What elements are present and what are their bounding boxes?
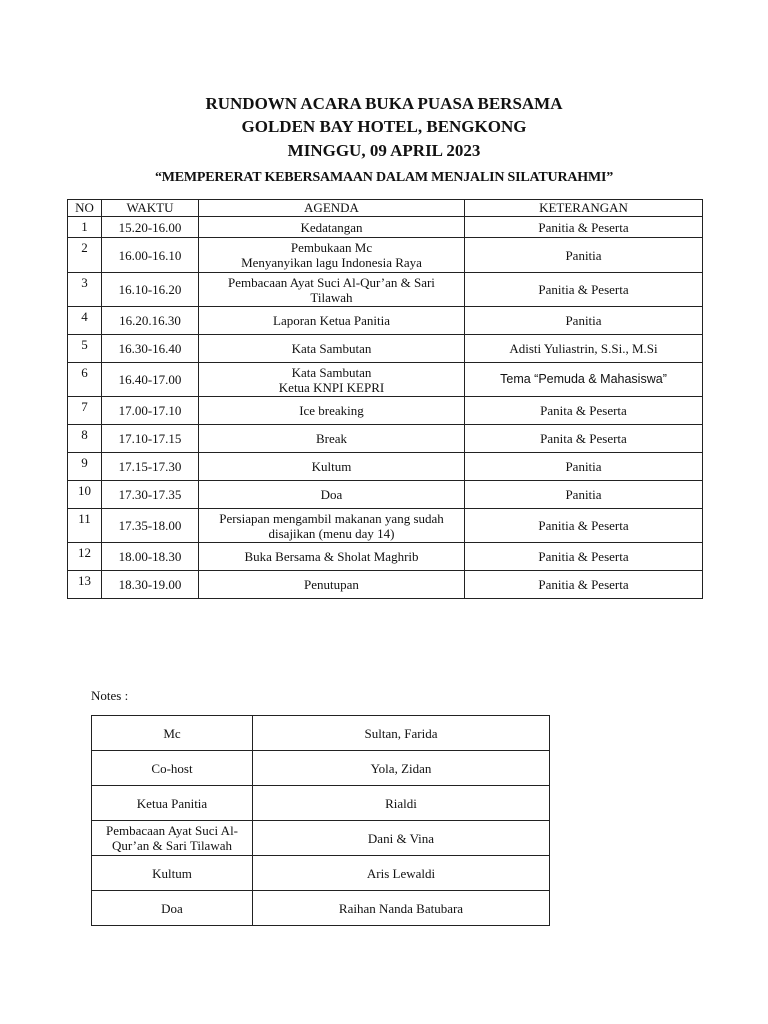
row-number: 11 — [68, 509, 102, 543]
notes-row — [92, 716, 550, 751]
table-row — [68, 425, 703, 453]
row-number: 13 — [68, 571, 102, 599]
notes-role — [92, 751, 253, 786]
column-header-waktu: WAKTU — [102, 200, 199, 217]
table-row — [68, 509, 703, 543]
rundown-table — [67, 199, 703, 599]
row-waktu: 17.00-17.10 — [102, 397, 199, 425]
agenda-line: Ice breaking — [299, 403, 364, 418]
row-waktu: 18.30-19.00 — [102, 571, 199, 599]
role-line: Mc — [163, 725, 181, 741]
row-number: 1 — [68, 217, 102, 238]
row-number: 4 — [68, 307, 102, 335]
table-row — [68, 543, 703, 571]
table-row — [68, 453, 703, 481]
agenda-line: Laporan Ketua Panitia — [273, 313, 390, 328]
notes-row — [92, 821, 550, 856]
row-keterangan: Panitia — [465, 238, 703, 273]
row-number: 10 — [68, 481, 102, 509]
row-agenda — [199, 217, 465, 238]
agenda-line: Kata Sambutan — [291, 341, 372, 356]
role-line: Kultum — [152, 865, 192, 881]
row-keterangan: Panitia & Peserta — [465, 571, 703, 599]
row-number: 8 — [68, 425, 102, 453]
row-keterangan: Panitia & Peserta — [465, 273, 703, 307]
row-agenda — [199, 363, 465, 397]
row-agenda — [199, 273, 465, 307]
row-keterangan: Panitia & Peserta — [465, 543, 703, 571]
agenda-line: Menyanyikan lagu Indonesia Raya — [241, 255, 422, 270]
notes-name: Sultan, Farida — [253, 716, 550, 751]
row-agenda — [199, 571, 465, 599]
row-keterangan: Panitia & Peserta — [465, 509, 703, 543]
agenda-line: Penutupan — [304, 577, 359, 592]
column-header-agenda: AGENDA — [199, 200, 465, 217]
notes-row — [92, 751, 550, 786]
agenda-line: Doa — [320, 487, 343, 502]
agenda-line: Kultum — [311, 459, 352, 474]
row-waktu: 17.30-17.35 — [102, 481, 199, 509]
row-number: 7 — [68, 397, 102, 425]
table-row — [68, 397, 703, 425]
notes-label: Notes : — [91, 688, 129, 703]
column-header-no: NO — [68, 200, 102, 217]
notes-role — [92, 891, 253, 926]
row-keterangan: Panitia — [465, 481, 703, 509]
column-header-keterangan: KETERANGAN — [465, 200, 703, 217]
agenda-line: Pembacaan Ayat Suci Al-Qur’an & Sari — [228, 274, 435, 290]
table-row — [68, 571, 703, 599]
table-row — [68, 307, 703, 335]
row-waktu: 16.40-17.00 — [102, 363, 199, 397]
table-row — [68, 363, 703, 397]
row-waktu: 16.20.16.30 — [102, 307, 199, 335]
row-waktu: 16.10-16.20 — [102, 273, 199, 307]
agenda-line: Pembukaan Mc — [290, 240, 373, 255]
row-waktu: 18.00-18.30 — [102, 543, 199, 571]
agenda-line: Break — [315, 431, 348, 446]
row-agenda — [199, 307, 465, 335]
row-keterangan: Panitia & Peserta — [465, 217, 703, 238]
agenda-line: Buka Bersama & Sholat Maghrib — [244, 549, 419, 564]
event-theme: “MEMPERERAT KEBERSAMAAN DALAM MENJALIN SILATURAHMI” — [154, 170, 614, 185]
row-keterangan: Tema “Pemuda & Mahasiswa” — [465, 363, 703, 397]
row-agenda — [199, 453, 465, 481]
rundown-header-row — [68, 200, 703, 217]
agenda-line: Ketua KNPI KEPRI — [278, 379, 385, 395]
row-agenda — [199, 543, 465, 571]
row-waktu: 17.15-17.30 — [102, 453, 199, 481]
notes-role — [92, 821, 253, 856]
document-title: RUNDOWN ACARA BUKA PUASA BERSAMA — [205, 94, 563, 113]
row-number: 12 — [68, 543, 102, 571]
agenda-line: Kata Sambutan — [291, 364, 372, 380]
row-waktu: 16.30-16.40 — [102, 335, 199, 363]
venue-title: GOLDEN BAY HOTEL, BENGKONG — [241, 117, 527, 136]
row-number: 5 — [68, 335, 102, 363]
table-row — [68, 335, 703, 363]
notes-table — [91, 715, 550, 926]
row-waktu: 15.20-16.00 — [102, 217, 199, 238]
row-waktu: 17.10-17.15 — [102, 425, 199, 453]
row-agenda — [199, 481, 465, 509]
row-agenda — [199, 238, 465, 273]
notes-name: Rialdi — [253, 786, 550, 821]
row-keterangan: Panitia — [465, 453, 703, 481]
role-line: Ketua Panitia — [136, 795, 208, 811]
agenda-line: disajikan (menu day 14) — [268, 525, 395, 541]
row-waktu: 16.00-16.10 — [102, 238, 199, 273]
agenda-line: Kedatangan — [300, 219, 363, 235]
role-line: Co-host — [151, 760, 193, 776]
notes-role — [92, 856, 253, 891]
notes-name: Aris Lewaldi — [253, 856, 550, 891]
notes-name: Yola, Zidan — [253, 751, 550, 786]
agenda-line: Tilawah — [310, 289, 353, 305]
row-keterangan: Adisti Yuliastrin, S.Si., M.Si — [465, 335, 703, 363]
row-number: 6 — [68, 363, 102, 397]
row-keterangan: Panitia — [465, 307, 703, 335]
row-waktu: 17.35-18.00 — [102, 509, 199, 543]
notes-role — [92, 716, 253, 751]
notes-role — [92, 786, 253, 821]
role-line: Qur’an & Sari Tilawah — [111, 838, 232, 853]
row-number: 3 — [68, 273, 102, 307]
row-number: 2 — [68, 238, 102, 273]
table-row — [68, 273, 703, 307]
notes-name: Raihan Nanda Batubara — [253, 891, 550, 926]
notes-row — [92, 856, 550, 891]
row-keterangan: Panita & Peserta — [465, 425, 703, 453]
row-number: 9 — [68, 453, 102, 481]
row-agenda — [199, 397, 465, 425]
table-row — [68, 238, 703, 273]
date-title: MINGGU, 09 APRIL 2023 — [287, 141, 481, 160]
row-agenda — [199, 335, 465, 363]
row-agenda — [199, 425, 465, 453]
agenda-line: Persiapan mengambil makanan yang sudah — [219, 510, 444, 526]
row-keterangan: Panita & Peserta — [465, 397, 703, 425]
notes-row — [92, 786, 550, 821]
table-row — [68, 481, 703, 509]
notes-row — [92, 891, 550, 926]
row-agenda — [199, 509, 465, 543]
table-row — [68, 217, 703, 238]
role-line: Pembacaan Ayat Suci Al- — [105, 823, 239, 838]
role-line: Doa — [161, 900, 183, 916]
notes-name: Dani & Vina — [253, 821, 550, 856]
